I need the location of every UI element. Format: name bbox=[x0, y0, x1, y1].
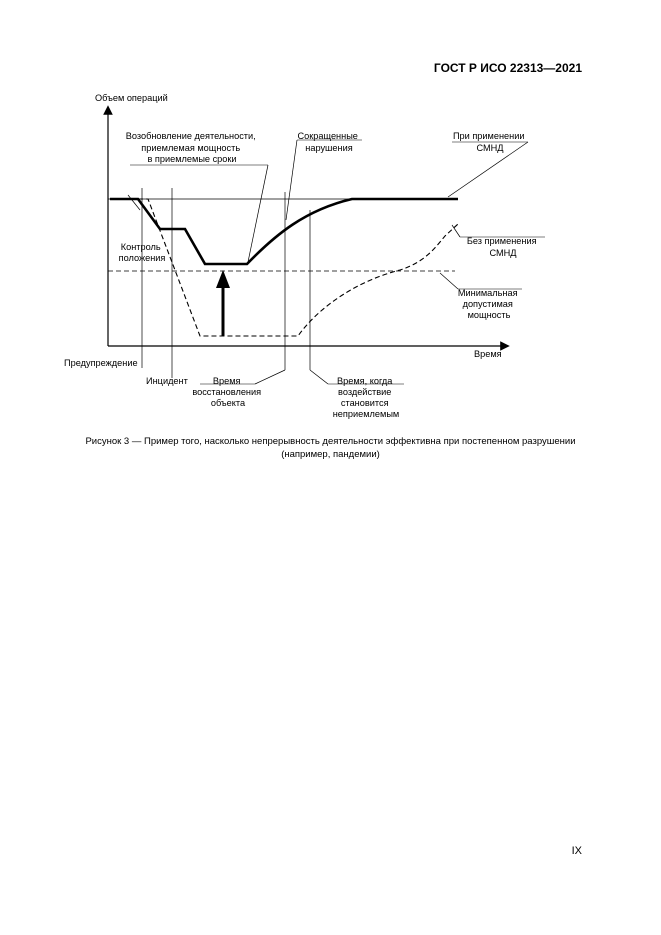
curve-without-bcms bbox=[138, 199, 458, 336]
leader-recovery-time bbox=[255, 370, 285, 384]
continuity-diagram bbox=[0, 0, 661, 430]
leader-reduced bbox=[286, 140, 297, 220]
y-axis-label: Объем операций bbox=[95, 93, 168, 103]
figure-caption bbox=[40, 435, 621, 461]
recovery-arrow-head bbox=[216, 270, 230, 288]
page-number: IX bbox=[571, 845, 582, 857]
label-minimum: Минимальная допустимая мощность bbox=[457, 288, 518, 320]
leader-control bbox=[128, 195, 140, 210]
leader-minimum bbox=[440, 273, 458, 289]
label-recovery-time: Время восстановления объекта bbox=[192, 376, 262, 408]
label-reduced: Сокращенные нарушения bbox=[297, 131, 358, 153]
standard-number: ГОСТ Р ИСО 22313—2021 bbox=[433, 61, 582, 75]
label-resumption: Возобновление деятельности, приемлемая мощность в приемлемые сроки bbox=[125, 131, 256, 164]
leader-without-bcms bbox=[452, 225, 460, 237]
x-axis-label: Время bbox=[474, 349, 502, 359]
label-control: Контроль положения bbox=[118, 242, 166, 263]
label-with-bcms: При применении СМНД bbox=[452, 131, 525, 153]
caption-line-2: (например, пандемии) bbox=[281, 449, 380, 460]
label-warning: Предупреждение bbox=[64, 358, 138, 368]
leader-impact-time bbox=[310, 370, 328, 384]
label-without-bcms: Без применения СМНД bbox=[466, 236, 537, 258]
label-incident: Инцидент bbox=[146, 376, 188, 386]
caption-line-1: Рисунок 3 — Пример того, насколько непрерывность деятельности эффективна при постепенном разрушении bbox=[85, 436, 576, 447]
label-impact-time: Время, когда воздействие становится неприемлемым bbox=[332, 376, 400, 419]
